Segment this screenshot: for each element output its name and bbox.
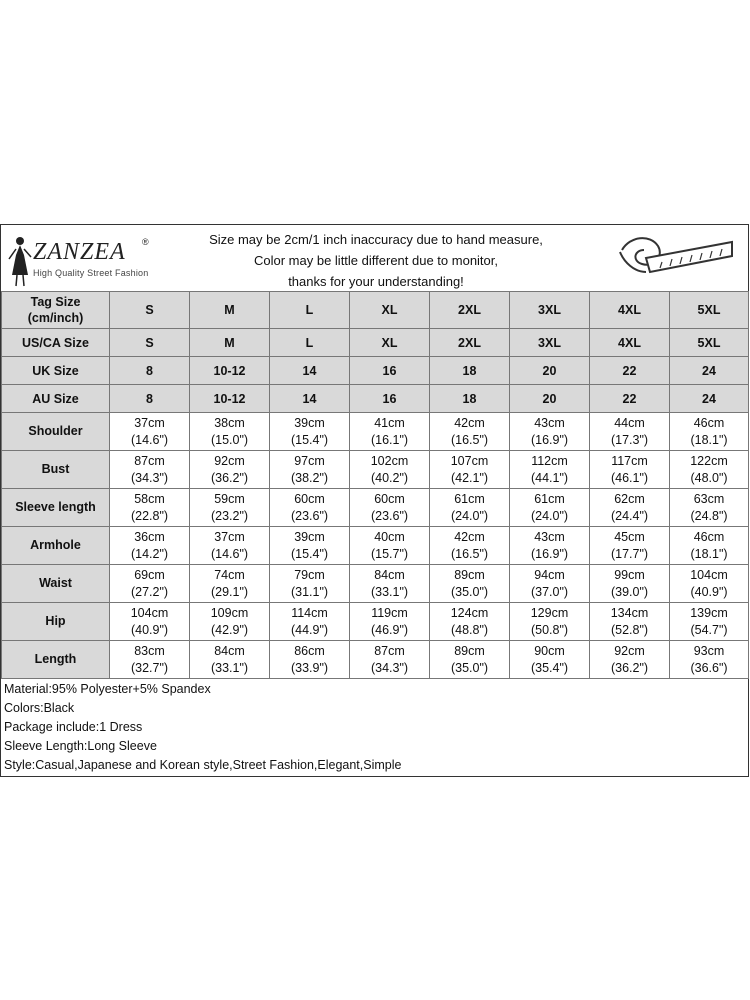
measurement-cell <box>350 641 430 679</box>
inch-value: (22.8") <box>130 508 169 523</box>
cm-value: 38cm <box>214 415 245 430</box>
measurement-cell <box>430 641 510 679</box>
us-ca-size-cell: 4XL <box>590 329 670 357</box>
measurement-cell <box>590 527 670 565</box>
cm-value: 59cm <box>214 491 245 506</box>
cm-value: 104cm <box>130 605 169 620</box>
inch-value: (29.1") <box>210 584 249 599</box>
measurement-notice <box>181 229 571 292</box>
inch-value: (27.2") <box>130 584 169 599</box>
inch-value: (34.3") <box>370 660 409 675</box>
measurement-cell <box>190 565 270 603</box>
inch-value: (14.6") <box>210 546 249 561</box>
measurement-cell <box>270 603 350 641</box>
measurement-cell <box>190 489 270 527</box>
inch-value: (50.8") <box>530 622 569 637</box>
measurement-cell <box>190 413 270 451</box>
notice-line: thanks for your understanding! <box>288 274 464 289</box>
inch-value: (46.1") <box>610 470 649 485</box>
spec-sleeve-length: Sleeve Length:Long Sleeve <box>4 739 157 753</box>
measurement-cell <box>670 489 749 527</box>
measuring-tape-icon <box>616 228 736 288</box>
inch-value: (38.2") <box>290 470 329 485</box>
measurement-cell <box>670 565 749 603</box>
spec-style: Style:Casual,Japanese and Korean style,Street Fashion,Elegant,Simple <box>4 758 402 772</box>
measurement-cell <box>270 565 350 603</box>
cm-value: 44cm <box>614 415 645 430</box>
measurement-cell <box>670 603 749 641</box>
inch-value: (16.5") <box>450 546 489 561</box>
measurement-row <box>2 641 749 679</box>
measurement-cell <box>350 489 430 527</box>
inch-value: (33.1") <box>210 660 249 675</box>
cm-value: 93cm <box>693 643 725 658</box>
inch-value: (40.9") <box>130 622 169 637</box>
tag-size-cell: XL <box>350 292 430 329</box>
inch-value: (15.4") <box>290 432 329 447</box>
inch-value: (17.7") <box>610 546 649 561</box>
au-size-cell: 14 <box>270 385 350 413</box>
inch-value: (16.1") <box>370 432 409 447</box>
us-ca-size-cell: L <box>270 329 350 357</box>
inch-value: (44.1") <box>530 470 569 485</box>
measurement-cell <box>590 641 670 679</box>
au-size-cell: 8 <box>110 385 190 413</box>
inch-value: (18.1") <box>690 432 728 447</box>
cm-value: 104cm <box>690 567 728 582</box>
inch-value: (23.6") <box>370 508 409 523</box>
measurement-cell <box>510 489 590 527</box>
uk-size-cell: 24 <box>670 357 749 385</box>
notice-line: Size may be 2cm/1 inch inaccuracy due to hand measure, <box>209 232 543 247</box>
measurement-cell <box>670 641 749 679</box>
us-ca-size-cell: 2XL <box>430 329 510 357</box>
tag-size-row <box>2 292 749 329</box>
us-ca-size-cell: M <box>190 329 270 357</box>
inch-value: (33.9") <box>290 660 329 675</box>
inch-value: (39.0") <box>610 584 649 599</box>
cm-value: 42cm <box>454 529 485 544</box>
measurement-cell <box>430 413 510 451</box>
au-size-cell: 18 <box>430 385 510 413</box>
cm-value: 62cm <box>614 491 645 506</box>
tag-size-cell: 2XL <box>430 292 510 329</box>
inch-value: (54.7") <box>690 622 728 637</box>
inch-value: (48.0") <box>690 470 728 485</box>
cm-value: 60cm <box>294 491 325 506</box>
au-size-cell: 22 <box>590 385 670 413</box>
measurement-cell <box>270 451 350 489</box>
measurement-cell <box>350 603 430 641</box>
fashion-figure-icon <box>7 235 33 287</box>
uk-size-cell: 22 <box>590 357 670 385</box>
measurement-label: Sleeve length <box>2 489 110 527</box>
cm-value: 92cm <box>214 453 245 468</box>
measurement-cell <box>590 451 670 489</box>
measurement-cell <box>430 489 510 527</box>
inch-value: (23.6") <box>290 508 329 523</box>
inch-value: (37.0") <box>530 584 569 599</box>
brand-logo <box>3 231 163 287</box>
spec-package: Package include:1 Dress <box>4 720 143 734</box>
inch-value: (24.8") <box>690 508 728 523</box>
inch-value: (42.9") <box>210 622 249 637</box>
measurement-cell <box>430 451 510 489</box>
measurement-cell <box>110 451 190 489</box>
uk-size-cell: 10-12 <box>190 357 270 385</box>
inch-value: (52.8") <box>610 622 649 637</box>
tag-size-cell: 3XL <box>510 292 590 329</box>
measurement-cell <box>350 565 430 603</box>
cm-value: 60cm <box>374 491 405 506</box>
measurement-cell <box>350 451 430 489</box>
measurement-cell <box>430 603 510 641</box>
tag-size-cell: 5XL <box>670 292 749 329</box>
measurement-cell <box>510 565 590 603</box>
cm-value: 63cm <box>693 491 725 506</box>
uk-size-label: UK Size <box>2 357 110 385</box>
au-size-cell: 20 <box>510 385 590 413</box>
size-table <box>1 291 749 679</box>
measurement-cell <box>510 527 590 565</box>
au-size-cell: 16 <box>350 385 430 413</box>
measurement-row <box>2 413 749 451</box>
cm-value: 45cm <box>614 529 645 544</box>
inch-value: (33.1") <box>370 584 409 599</box>
cm-value: 69cm <box>134 567 165 582</box>
cm-value: 37cm <box>214 529 245 544</box>
cm-value: 84cm <box>214 643 245 658</box>
measurement-cell <box>350 527 430 565</box>
measurement-cell <box>190 527 270 565</box>
inch-value: (42.1") <box>450 470 489 485</box>
measurement-cell <box>510 641 590 679</box>
cm-value: 99cm <box>614 567 645 582</box>
cm-value: 109cm <box>210 605 249 620</box>
cm-value: 46cm <box>693 529 725 544</box>
cm-value: 97cm <box>294 453 325 468</box>
cm-value: 79cm <box>294 567 325 582</box>
cm-value: 36cm <box>134 529 165 544</box>
inch-value: (15.0") <box>210 432 249 447</box>
cm-value: 107cm <box>450 453 489 468</box>
measurement-cell <box>670 527 749 565</box>
cm-value: 84cm <box>374 567 405 582</box>
inch-value: (35.0") <box>450 584 489 599</box>
inch-value: (40.9") <box>690 584 728 599</box>
measurement-cell <box>590 565 670 603</box>
inch-value: (36.6") <box>690 660 728 675</box>
inch-value: (14.6") <box>130 432 169 447</box>
cm-value: 41cm <box>374 415 405 430</box>
spec-material: Material:95% Polyester+5% Spandex <box>4 682 211 696</box>
cm-value: 37cm <box>134 415 165 430</box>
inch-value: (23.2") <box>210 508 249 523</box>
cm-value: 102cm <box>370 453 409 468</box>
cm-value: 39cm <box>294 529 325 544</box>
cm-value: 90cm <box>534 643 565 658</box>
measurement-row <box>2 451 749 489</box>
au-size-label: AU Size <box>2 385 110 413</box>
measurement-cell <box>110 413 190 451</box>
inch-value: (16.9") <box>530 546 569 561</box>
measurement-cell <box>110 565 190 603</box>
inch-value: (24.0") <box>530 508 569 523</box>
cm-value: 87cm <box>134 453 165 468</box>
cm-value: 74cm <box>214 567 245 582</box>
uk-size-cell: 18 <box>430 357 510 385</box>
measurement-label: Shoulder <box>2 413 110 451</box>
measurement-cell <box>190 451 270 489</box>
measurement-cell <box>510 603 590 641</box>
measurement-cell <box>110 641 190 679</box>
cm-value: 86cm <box>294 643 325 658</box>
us-ca-size-cell: XL <box>350 329 430 357</box>
cm-value: 119cm <box>371 605 408 620</box>
uk-size-cell: 8 <box>110 357 190 385</box>
cm-value: 46cm <box>693 415 725 430</box>
cm-value: 40cm <box>374 529 405 544</box>
measurement-cell <box>270 413 350 451</box>
measurement-cell <box>110 603 190 641</box>
measurement-label: Length <box>2 641 110 679</box>
measurement-row <box>2 565 749 603</box>
measurement-cell <box>270 489 350 527</box>
tag-size-cell: M <box>190 292 270 329</box>
inch-value: (15.4") <box>290 546 329 561</box>
cm-value: 87cm <box>374 643 405 658</box>
cm-value: 89cm <box>454 643 485 658</box>
inch-value: (36.2") <box>610 660 649 675</box>
measurement-cell <box>670 451 749 489</box>
cm-value: 43cm <box>534 415 565 430</box>
tag-size-label: Tag Size (cm/inch) <box>2 292 110 329</box>
cm-value: 42cm <box>454 415 485 430</box>
measurement-label: Hip <box>2 603 110 641</box>
au-size-row <box>2 385 749 413</box>
cm-value: 134cm <box>610 605 649 620</box>
chart-header <box>1 225 748 291</box>
inch-value: (35.4") <box>530 660 569 675</box>
measurement-row <box>2 527 749 565</box>
measurement-cell <box>430 565 510 603</box>
measurement-label: Bust <box>2 451 110 489</box>
cm-value: 89cm <box>454 567 485 582</box>
inch-value: (32.7") <box>130 660 169 675</box>
inch-value: (14.2") <box>130 546 169 561</box>
cm-value: 61cm <box>454 491 485 506</box>
cm-value: 117cm <box>611 453 648 468</box>
uk-size-row <box>2 357 749 385</box>
notice-line: Color may be little different due to monitor, <box>254 253 498 268</box>
uk-size-cell: 14 <box>270 357 350 385</box>
au-size-cell: 10-12 <box>190 385 270 413</box>
inch-value: (18.1") <box>690 546 728 561</box>
cm-value: 83cm <box>134 643 165 658</box>
brand-name: ZANZEA <box>33 239 126 265</box>
inch-value: (44.9") <box>290 622 329 637</box>
measurement-cell <box>190 603 270 641</box>
measurement-cell <box>110 527 190 565</box>
cm-value: 122cm <box>690 453 728 468</box>
brand-tagline: High Quality Street Fashion <box>33 268 149 278</box>
inch-value: (15.7") <box>370 546 409 561</box>
cm-value: 39cm <box>294 415 325 430</box>
measurement-cell <box>590 413 670 451</box>
tag-size-cell: S <box>110 292 190 329</box>
measurement-cell <box>110 489 190 527</box>
cm-value: 61cm <box>534 491 565 506</box>
cm-value: 58cm <box>134 491 165 506</box>
inch-value: (40.2") <box>370 470 409 485</box>
cm-value: 94cm <box>534 567 565 582</box>
tag-size-cell: L <box>270 292 350 329</box>
measurement-cell <box>430 527 510 565</box>
uk-size-cell: 16 <box>350 357 430 385</box>
cm-value: 114cm <box>291 605 328 620</box>
us-ca-size-row <box>2 329 749 357</box>
measurement-cell <box>190 641 270 679</box>
uk-size-cell: 20 <box>510 357 590 385</box>
inch-value: (34.3") <box>130 470 169 485</box>
inch-value: (24.0") <box>450 508 489 523</box>
measurement-cell <box>590 603 670 641</box>
tag-size-cell: 4XL <box>590 292 670 329</box>
cm-value: 139cm <box>690 605 728 620</box>
measurement-row <box>2 603 749 641</box>
inch-value: (17.3") <box>610 432 649 447</box>
inch-value: (16.9") <box>530 432 569 447</box>
cm-value: 92cm <box>614 643 645 658</box>
inch-value: (36.2") <box>210 470 249 485</box>
us-ca-size-label: US/CA Size <box>2 329 110 357</box>
inch-value: (48.8") <box>450 622 489 637</box>
au-size-cell: 24 <box>670 385 749 413</box>
measurement-cell <box>510 413 590 451</box>
measurement-cell <box>270 527 350 565</box>
product-specs <box>4 680 401 775</box>
us-ca-size-cell: 3XL <box>510 329 590 357</box>
measurement-cell <box>590 489 670 527</box>
spec-colors: Colors:Black <box>4 701 75 715</box>
size-chart-sheet <box>0 224 749 777</box>
inch-value: (46.9") <box>370 622 409 637</box>
measurement-label: Waist <box>2 565 110 603</box>
cm-value: 112cm <box>531 453 568 468</box>
measurement-cell <box>270 641 350 679</box>
inch-value: (31.1") <box>290 584 329 599</box>
cm-value: 43cm <box>534 529 565 544</box>
registered-mark: ® <box>142 237 149 247</box>
us-ca-size-cell: S <box>110 329 190 357</box>
inch-value: (35.0") <box>450 660 489 675</box>
cm-value: 129cm <box>530 605 569 620</box>
measurement-row <box>2 489 749 527</box>
cm-value: 124cm <box>450 605 489 620</box>
measurement-label: Armhole <box>2 527 110 565</box>
measurement-cell <box>670 413 749 451</box>
inch-value: (16.5") <box>450 432 489 447</box>
us-ca-size-cell: 5XL <box>670 329 749 357</box>
measurement-cell <box>510 451 590 489</box>
inch-value: (24.4") <box>610 508 649 523</box>
measurement-cell <box>350 413 430 451</box>
